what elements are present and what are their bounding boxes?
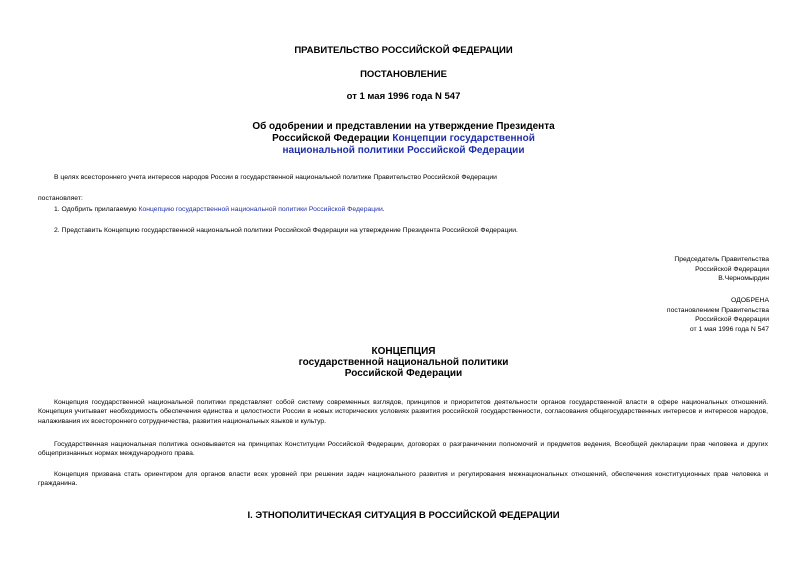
concept-link-title-cont[interactable]: национальной политики Российской Федерации [282,145,525,156]
signature-line-1: Председатель Правительства [674,256,769,263]
paragraph-3-text: Концепция призвана стать ориентиром для органов власти всех уровней при решении задач национального развития и регулирования межнациональных отношений, обеспечения конституционных прав человека и гражданина. [38,471,768,488]
concept-link-item-1[interactable]: Концепцию государственной национальной политики Российской Федерации [138,206,383,213]
signature-line-3: В.Черномырдин [718,275,769,283]
intro-paragraph: В целях всестороннего учета интересов народов России в государственной национальной политике Правительство Российской Федерации [54,174,497,181]
approval-block [667,296,769,335]
concept-heading-line-3: Российской Федерации [344,368,463,379]
document-title [0,121,807,157]
title-line-2-text: Российской Федерации [272,133,393,144]
paragraph-3 [38,470,768,489]
paragraph-1-text: Концепция государственной национальной политики представляет собой систему современных взглядов, принципов и приоритетов деятельности органов государственной власти в сфере национальных отношений. Концепция учитывает необходимость обеспечения единства и целостности России в новых исторических условиях развития российской государственности, согласования общегосударственных интересов и интересов народов, налаживания их всестороннего сотрудничества, развития национальных языков и культур. [38,399,768,425]
approval-line-2: постановлением Правительства [666,306,769,314]
approval-line-4: от 1 мая 1996 года N 547 [689,326,769,334]
document-date-number: от 1 мая 1996 года N 547 [346,91,461,102]
government-heading: ПРАВИТЕЛЬСТВО РОССИЙСКОЙ ФЕДЕРАЦИИ [294,45,513,56]
title-line-2 [0,133,807,145]
item-1-suffix: . [382,206,385,213]
concept-heading [0,346,807,379]
approval-line-3: Российской Федерации [695,316,769,324]
concept-heading-line-1: КОНЦЕПЦИЯ [371,346,436,357]
title-line-1: Об одобрении и представлении на утверждение Президента [252,121,555,132]
item-1 [54,205,385,214]
concept-heading-line-2: государственной национальной политики [298,357,509,368]
approval-line-1: ОДОБРЕНА [731,297,769,304]
document-type: ПОСТАНОВЛЕНИЕ [360,69,447,80]
section-heading: I. ЭТНОПОЛИТИЧЕСКАЯ СИТУАЦИЯ В РОССИЙСКОЙ ФЕДЕРАЦИИ [247,510,560,521]
resolves-label: постановляет: [38,195,83,202]
concept-link-title[interactable]: Концепции государственной [392,133,535,144]
item-2: 2. Представить Концепцию государственной национальной политики Российской Федерации на утверждение Президента Российской Федерации. [54,227,518,234]
signature-block [674,255,769,284]
paragraph-2-text: Государственная национальная политика основывается на принципах Конституции Российской Федерации, договорах о разграничении полномочий и предметов ведения, Всеобщей декларации прав человека и других общепризнанных нормах международного права. [38,441,768,458]
paragraph-1 [38,398,768,426]
paragraph-2 [38,440,768,459]
signature-line-2: Российской Федерации [695,265,769,273]
item-1-prefix: 1. Одобрить прилагаемую [54,206,139,213]
